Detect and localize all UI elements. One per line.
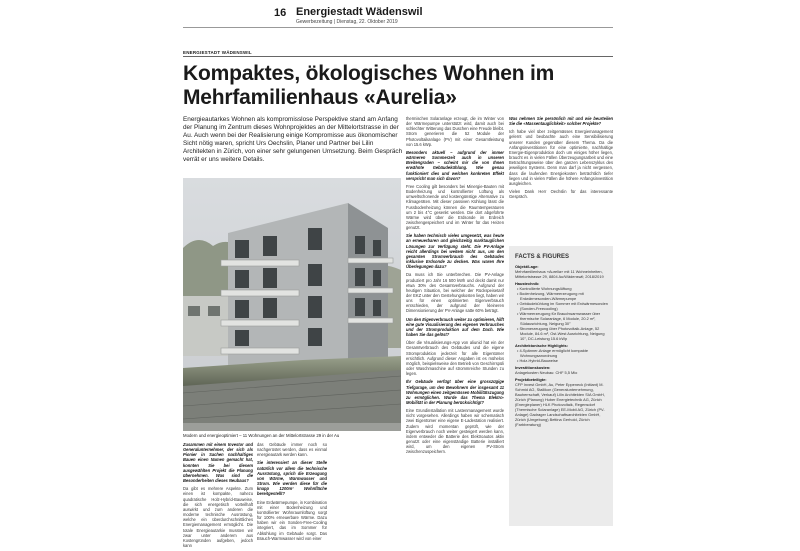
interview-answer: Eine Erdwärmepumpe, in Kombination mit einer Bodenheizung und kontrollierter Wohnraumlüftung sorgt für 100% erneuerbare Wärme. Dazu haben wir ein Sonden-Free-Cooling integriert, das im Sommer für Abkühlung im Gebäude sorgt. Das Brauch-Warmwasser wird von einer bbox=[257, 499, 327, 541]
facts-section-label: Objekt/Lage: bbox=[515, 264, 539, 269]
interview-answer: thermischen Solaranlage erzeugt, die im Winter von der Wärmepumpe unterstützt wird, damit auch bei schlechter Witterung das Duschen eine Freude bleibt. Strom generieren die 52 Module der Photovoltaikanlage (PV) mit einer Gesamtleistung von 15.6 kWp. bbox=[406, 116, 504, 147]
interview-answer: das Gebäude immer noch so nachgerüstet werden, dass es einmal energieautark werden kann. bbox=[257, 442, 327, 458]
facts-section-label: Investitionskosten: bbox=[515, 365, 551, 370]
building-photo bbox=[183, 178, 401, 431]
headline-line-1: Kompaktes, ökologisches Wohnen im bbox=[183, 62, 555, 85]
page-number: 16 bbox=[274, 7, 287, 19]
interview-answer: Eine Grundinstallation mit Lastenmanagement wurde nicht vorgesehen. Allerdings haben wir schematisch zwei Eigentümer eine eigene E-Ladestation realisiert. Zudem wird momentan geprüft, wie der Eigenverbrauch noch weiter gesteigert werden kann, indem entweder die Batterie des Elektroautos aktiv genutzt oder eine eigenständige Batterie installiert wird, um den eigenen PV-Strom zwischenzuspeichern. bbox=[406, 408, 504, 455]
interview-answer: Über die Visualisierungs-App von aliunid hat ein der Gesamtverbrauch des Gebäudes und die eigene Stromproduktion jederzeit für alle Eigentümer ersichtlich. Aufgrund dieser Angaben ist es mühelos möglich, beispielsweise den Betrieb von Geschirrspüli oder Waschmaschine auf strommreiche Stunden zu legen. bbox=[406, 340, 504, 377]
facts-list-item: • 4-Spänner-Anlage ermöglicht kompakte Wohnungsanordnung bbox=[515, 348, 608, 358]
publication-title: Energiestadt Wädenswil bbox=[296, 6, 423, 18]
interview-answer: Vielen Dank Herr Oechslin für das interessante Gespräch. bbox=[509, 189, 613, 200]
facts-section-text: Mehrfamilienhaus «Aurelia» mit 11 Wohneinheiten, Mittelortstrasse 29, 8804 Au/Wädenswil; 2018/2019 bbox=[515, 269, 604, 279]
interview-question: Besonders aktuell – aufgrund der immer wärmeren Sommerzeit auch in unseren Breitengraden – scheint mir die von Ihnen erwähnte Gebäudekühlung. Wie genau funktioniert dies und welchen konkreten Effekt verspricht man sich davon? bbox=[406, 149, 504, 181]
facts-section-text: CFP Invest GmbH, Au, Peter Eppeneck (Initiant) M. Schmid AG, Stallikon (Generalunternehmung, Bauherrschaft, Verkauf) Lilin Architekten SIA GmbH, Zürich (Planung) Huber Energietechnik AG, Zürich (Energieplaner) HLK Photovoltaik, Regensdorf (Thermische Solaranlage) EE-Mobil AG, Zürich (PV-Anlage) Gadrager Landschaftsarchitekten GmbH, Zürich (Umgebung) Bettina Gerhold, Zürich (Farbberatung) bbox=[515, 382, 605, 427]
facts-box bbox=[509, 246, 613, 526]
facts-list-item: • Stromerzeugung über Photovoltaik-Anlage, 52 Module, 84.6 m², Ost-West Ausrichtung, Neigung 10°, DC-Leistung 15.6 kWp bbox=[515, 326, 608, 341]
interview-question: Ihr Gebäude verfügt über eine grosszügige Tiefgarage, um den Bewohnern der insgesamt 11 Wohnungen einen zeitgemässen Mobilitätszugang zu ermöglichen. Wurde das Thema Elektro-Mobilität in der Planung berücksichtigt? bbox=[406, 379, 504, 405]
kicker-rule bbox=[183, 56, 613, 57]
interview-question: Sie interessiert an dieser Stelle natürlich vor allem die technische Ausrüstung, sprich die Erzeugung von Wärme, Warmwasser und Strom. Wie werden diese für die knapp 1200m² Wohnfläche bereitgestellt? bbox=[257, 460, 327, 497]
facts-section-label: Haustechnik: bbox=[515, 281, 540, 286]
interview-answer: Da muss ich Sie unterbrechen. Die PV-Anlage produziert pro Jahr 16 500 kWh und deckt damit nur etwa 30% des Gesamtverbrauchs. Aufgrund der heutigen Situation, bei welcher der Rückspeisetarif der EKZ unter den Gestehungskosten liegt, haben wir uns für einen optimierten Eigenverbrauch entschieden, der aufgrund der kleineren Dimensionierung der PV-Anlage satte 60% beträgt. bbox=[406, 272, 504, 314]
interview-question: Was nehmen Sie persönlich mit und wie beurteilen Sie die «Massentauglichkeit» solcher Projekte? bbox=[509, 116, 613, 127]
section-kicker: ENERGIESTADT WÄDENSWIL bbox=[183, 50, 252, 55]
article-column-4 bbox=[509, 116, 613, 202]
article-column-1 bbox=[183, 442, 253, 551]
photo-caption: Modern und energieoptimiert – 11 Wohnungen an der Mittelortstrasse 29 in der Au bbox=[183, 433, 340, 438]
facts-list-item: • Holz-Hybrid-Bauweise bbox=[515, 358, 608, 363]
facts-list-item: • Wärmeerzeugung für Brauchwarmwasser über thermische Solaranlage, 6 Module, 20.2 m², Südausrichtung, Neigung 30° bbox=[515, 311, 608, 326]
interview-question: Um den Eigenverbrauch weiter zu optimieren, hilft eine gute Visualisierung des eigenen Verbrauches und der Stromproduktion auf dem Dach. Wie haben Sie das gelöst? bbox=[406, 316, 504, 338]
facts-list-item: • Kontrollierte Wohnungslüftung bbox=[515, 286, 608, 291]
interview-answer: Ich habe viel über zeitgemässes Energiemanagement gelernt und beobachte auch eine Sensibilisierung unserer Kunden gegenüber diesem Thema. Da die Anfangsinvestitionen für eine optimierte, nachhaltige Energie-Eigenproduktion doch um einiges höher liegen, braucht es in vielen Fällen Überzeugungsarbeit und eine Betrachtungsweise über den ganzen Lebenszyklus des jeweiligen Systems. Denn man darf ja nicht vergessen, dass die laufenden Energiekosten beträchtlich tiefer liegen und in vielen Fällen die höhere Anfangsinvestition ausgleichen. bbox=[509, 129, 613, 186]
article-headline bbox=[183, 62, 613, 110]
interview-answer: Free Cooling gilt besonders bei Minergie-Bauten mit Bodenheizung und kontrollierter Lüftung als umweltschonende und kostengünstige Alternative zu Klimageräten. Mit dieser passiven Kühlung lässt die Fussbodenheizung können die Raumtemperaturen um 2 bis 4°C gesenkt werden. Die dort abgeführte Wärme wird über die Erdsonde im Erdreich zwischengespeichert und im Winter für das Heizen genutzt. bbox=[406, 183, 504, 231]
header-rule bbox=[183, 27, 613, 28]
interview-question: Zusammen mit einem Investor und Generalunternehmer, der sich als Pionier in Sachen nachhaltiges Bauen einen Namen gemacht hat, konnten Sie bei diesem ausgewählten Projekt die Planung übernehmen. Was sind die Besonderheiten dieses Neubaus? bbox=[183, 442, 253, 484]
article-column-3 bbox=[406, 116, 504, 458]
facts-title: FACTS & FIGURES bbox=[515, 254, 570, 260]
publication-subline: Gewerbezeitung | Dienstag, 22. Oktober 2019 bbox=[296, 19, 398, 25]
headline-line-2: Mehrfamilienhaus «Aurelia» bbox=[183, 86, 457, 109]
interview-question: Sie haben technisch vieles umgesetzt, was heute an erneuerbaren und gleichzeitig marktauglichen Lösungen zur Verfügung steht. Die PV-Anlage reicht allerdings bei weitem nicht aus, um den gesamten Stromverbrauch des Gebäudes inklusive Erdsonde zu decken. Was waren Ihre Überlegungen dazu? bbox=[406, 233, 504, 270]
facts-section-label: Architektonische Highlights: bbox=[515, 343, 568, 348]
facts-section-text: Anlagekosten Neubau: CHF 5,5 Mio bbox=[515, 370, 578, 375]
interview-answer: Da gibt es mehrere Aspekte. Zum einen ist kompakte, nahezu quadratische Holz-Hybrid-Bauweise, die sich energetisch vorteilhaft auswirkt und zum anderen die moderne technische Ausrüstung, welche ein überdurchschnittliches Energiemanagement ermöglicht. Die totale Energieautarkie mussten wir zwar unter anderem aus Kostengründen aufgeben, jedoch kann bbox=[183, 486, 253, 548]
article-column-2 bbox=[257, 442, 327, 544]
facts-list-item: • Bodenheizung, Wärmeerzeugung mit Erdwärmesonden-Wärmepumpe bbox=[515, 291, 608, 301]
facts-section-label: Projektbeteiligte: bbox=[515, 377, 547, 382]
article-lead: Energieautarkes Wohnen als kompromisslose Perspektive stand am Anfang der Planung im Zentrum dieses Wohnprojektes an der Mittelortstrasse in der Au. Auch wenn bei der Realisierung einige Kompromisse aus ökonomischer Sicht nötig waren, spricht Urs Oechslin, Planer und Partner bei Lilin Architekten in Zürich, von einer sehr gelungenen Umsetzung. Beim Gespräch verrät er uns weitere Details. bbox=[183, 116, 403, 164]
facts-list-item: • Gebäudekühlung im Sommer mit Erdwärmesonden (Sonden-Freecooling) bbox=[515, 301, 608, 311]
